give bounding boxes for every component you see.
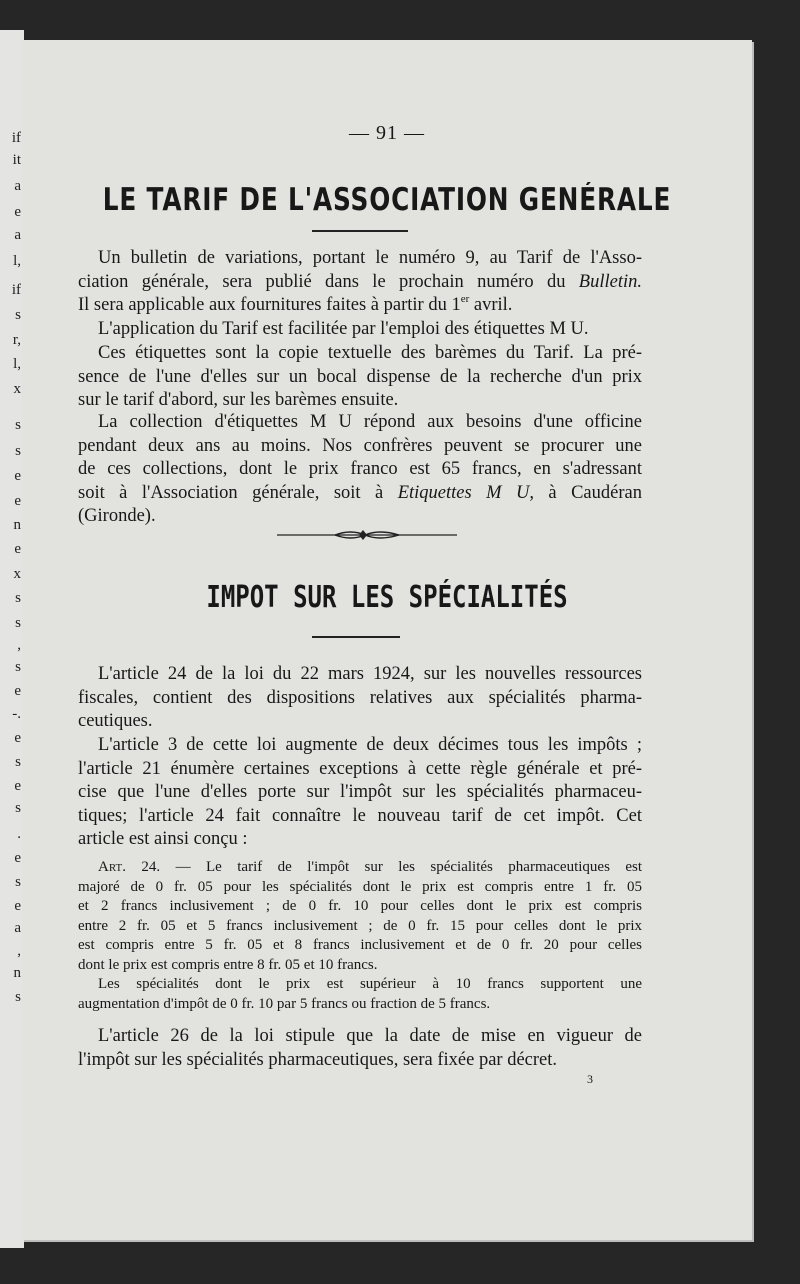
text-line: L'application du Tarif est facilitée par l'emploi des étiquettes M U. [98, 319, 589, 339]
title-rule [312, 636, 400, 638]
left-page-fragment: if [11, 282, 21, 298]
paragraph-article-3 [78, 734, 642, 852]
ornament-divider [277, 527, 457, 543]
text-line: majoré de 0 fr. 05 pour les spécialités dont le prix est compris entre 1 fr. 05 [78, 878, 642, 895]
text-fragment: 24. — Le tarif de l'impôt sur les spécialités pharmaceutiques est [125, 859, 642, 875]
text-line [78, 294, 642, 318]
text-line: ceutiques. [78, 711, 153, 732]
previous-page-edge [0, 30, 24, 1248]
text-line: l'article 21 énumère certaines exceptions à cette règle générale et pré- [78, 758, 642, 779]
left-page-fragment: s [15, 590, 21, 606]
left-page-fragment: e [14, 683, 21, 699]
section-title-tarif: LE TARIF DE L'ASSOCIATION GENÉRALE [102, 182, 672, 218]
paragraph-application [78, 318, 642, 342]
text-line: Les spécialités dont le prix est supérieur à 10 francs supportent une [98, 976, 642, 992]
text-fragment: soit à l'Association générale, soit à [78, 482, 398, 503]
left-page-fragment: a [14, 227, 21, 243]
left-page-fragment: -. [12, 706, 21, 722]
text-line: entre 2 fr. 05 et 5 francs inclusivement ; de 0 fr. 15 pour celles dont le prix [78, 917, 642, 934]
text-line: cise que l'une d'elles porte sur l'impôt sur les spécialités pharmaceu- [78, 782, 642, 803]
left-page-fragment: s [15, 754, 21, 770]
left-page-fragment: , [17, 943, 21, 959]
etiquettes-italic: Etiquettes M U, [397, 482, 534, 503]
left-page-fragment: l, [13, 253, 21, 269]
text-line: L'article 24 de la loi du 22 mars 1924, sur les nouvelles ressources [98, 664, 642, 684]
text-fragment: Il sera applicable aux fournitures faites à partir du 1 [78, 295, 461, 316]
text-line: article est ainsi conçu : [78, 829, 248, 850]
text-line: dont le prix est compris entre 8 fr. 05 et 10 francs. [78, 956, 378, 973]
text-line: augmentation d'impôt de 0 fr. 10 par 5 francs ou fraction de 5 francs. [78, 995, 491, 1012]
quoted-article [78, 858, 642, 1014]
text-line: pendant deux ans au moins. Nos confrères peuvent se procurer une [78, 435, 642, 456]
left-page-fragment: s [15, 615, 21, 631]
bulletin-italic: Bulletin. [578, 271, 642, 292]
paragraph-article-26 [78, 1025, 642, 1072]
left-page-fragment: , [17, 637, 21, 653]
text-line [78, 482, 642, 506]
text-line: et 2 francs inclusivement ; de 0 fr. 10 pour celles dont le prix est compris [78, 898, 642, 914]
left-page-fragment: e [14, 730, 21, 746]
paragraph-article-24 [78, 663, 642, 734]
paragraph-etiquettes [78, 342, 642, 413]
left-page-fragment: r, [12, 332, 21, 348]
article-label: Art. [98, 859, 126, 875]
left-page-fragment: e [14, 541, 21, 557]
text-line: L'article 26 de la loi stipule que la date de mise en vigueur de [98, 1026, 642, 1046]
left-page-fragment: e [14, 204, 21, 220]
superscript: er [460, 293, 470, 306]
paragraph-collection [78, 411, 642, 529]
title-rule [312, 230, 408, 232]
text-line: Un bulletin de variations, portant le numéro 9, au Tarif de l'Asso- [98, 248, 642, 268]
signature-mark: 3 [587, 1072, 593, 1086]
text-line: de ces collections, dont le prix franco est 65 francs, en s'adressant [78, 459, 642, 480]
left-page-fragment: n [13, 517, 21, 533]
text-fragment: ciation générale, sera publié dans le prochain numéro du [78, 271, 579, 292]
text-line: L'article 3 de cette loi augmente de deux décimes tous les impôts ; [98, 735, 642, 755]
left-page-fragment: a [14, 920, 21, 936]
left-page-fragment: if [11, 130, 21, 146]
left-page-fragment: s [15, 417, 21, 433]
text-line: La collection d'étiquettes M U répond aux besoins d'une officine [98, 412, 642, 432]
text-fragment: avril. [469, 295, 513, 316]
left-page-fragment: s [15, 659, 21, 675]
text-line: sence de l'une d'elles sur un bocal dispense de la recherche d'un prix [78, 366, 642, 387]
left-page-fragment: e [14, 850, 21, 866]
left-page-fragment: e [14, 468, 21, 484]
text-line: (Gironde). [78, 506, 156, 527]
left-page-fragment: s [15, 800, 21, 816]
paragraph-bulletin [78, 247, 642, 318]
left-page-fragment: s [15, 307, 21, 323]
left-page-fragment: e [14, 493, 21, 509]
page-number: — 91 — [349, 122, 425, 144]
text-line: fiscales, contient des dispositions relatives aux spécialités pharma- [78, 687, 642, 708]
left-page-fragment: s [15, 874, 21, 890]
left-page-fragment: l, [13, 356, 21, 372]
text-line: l'impôt sur les spécialités pharmaceutiques, sera fixée par décret. [78, 1049, 558, 1070]
text-line: tiques; l'article 24 fait connaître le nouveau tarif de cet impôt. Cet [78, 805, 642, 826]
left-page-fragment: s [15, 989, 21, 1005]
left-page-fragment: . [17, 826, 21, 842]
section-title-impot: IMPOT SUR LES SPÉCIALITÉS [206, 580, 568, 615]
left-page-fragment: e [14, 898, 21, 914]
left-page-fragment: x [13, 381, 21, 397]
left-page-fragment: e [14, 778, 21, 794]
text-line: sur le tarif d'abord, sur les barèmes ensuite. [78, 390, 399, 411]
left-page-fragment: s [15, 443, 21, 459]
text-line [78, 858, 642, 878]
document-page [22, 40, 752, 1240]
left-page-fragment: n [13, 965, 21, 981]
text-line: Ces étiquettes sont la copie textuelle des barèmes du Tarif. La pré- [98, 343, 642, 363]
text-line: est compris entre 5 fr. 05 et 8 francs inclusivement et de 0 fr. 20 pour celles [78, 937, 642, 953]
left-page-fragment: a [14, 178, 21, 194]
left-page-fragment: it [12, 152, 21, 168]
left-page-fragment: x [13, 566, 21, 582]
text-line [78, 271, 642, 295]
text-fragment: à Caudéran [533, 482, 642, 503]
